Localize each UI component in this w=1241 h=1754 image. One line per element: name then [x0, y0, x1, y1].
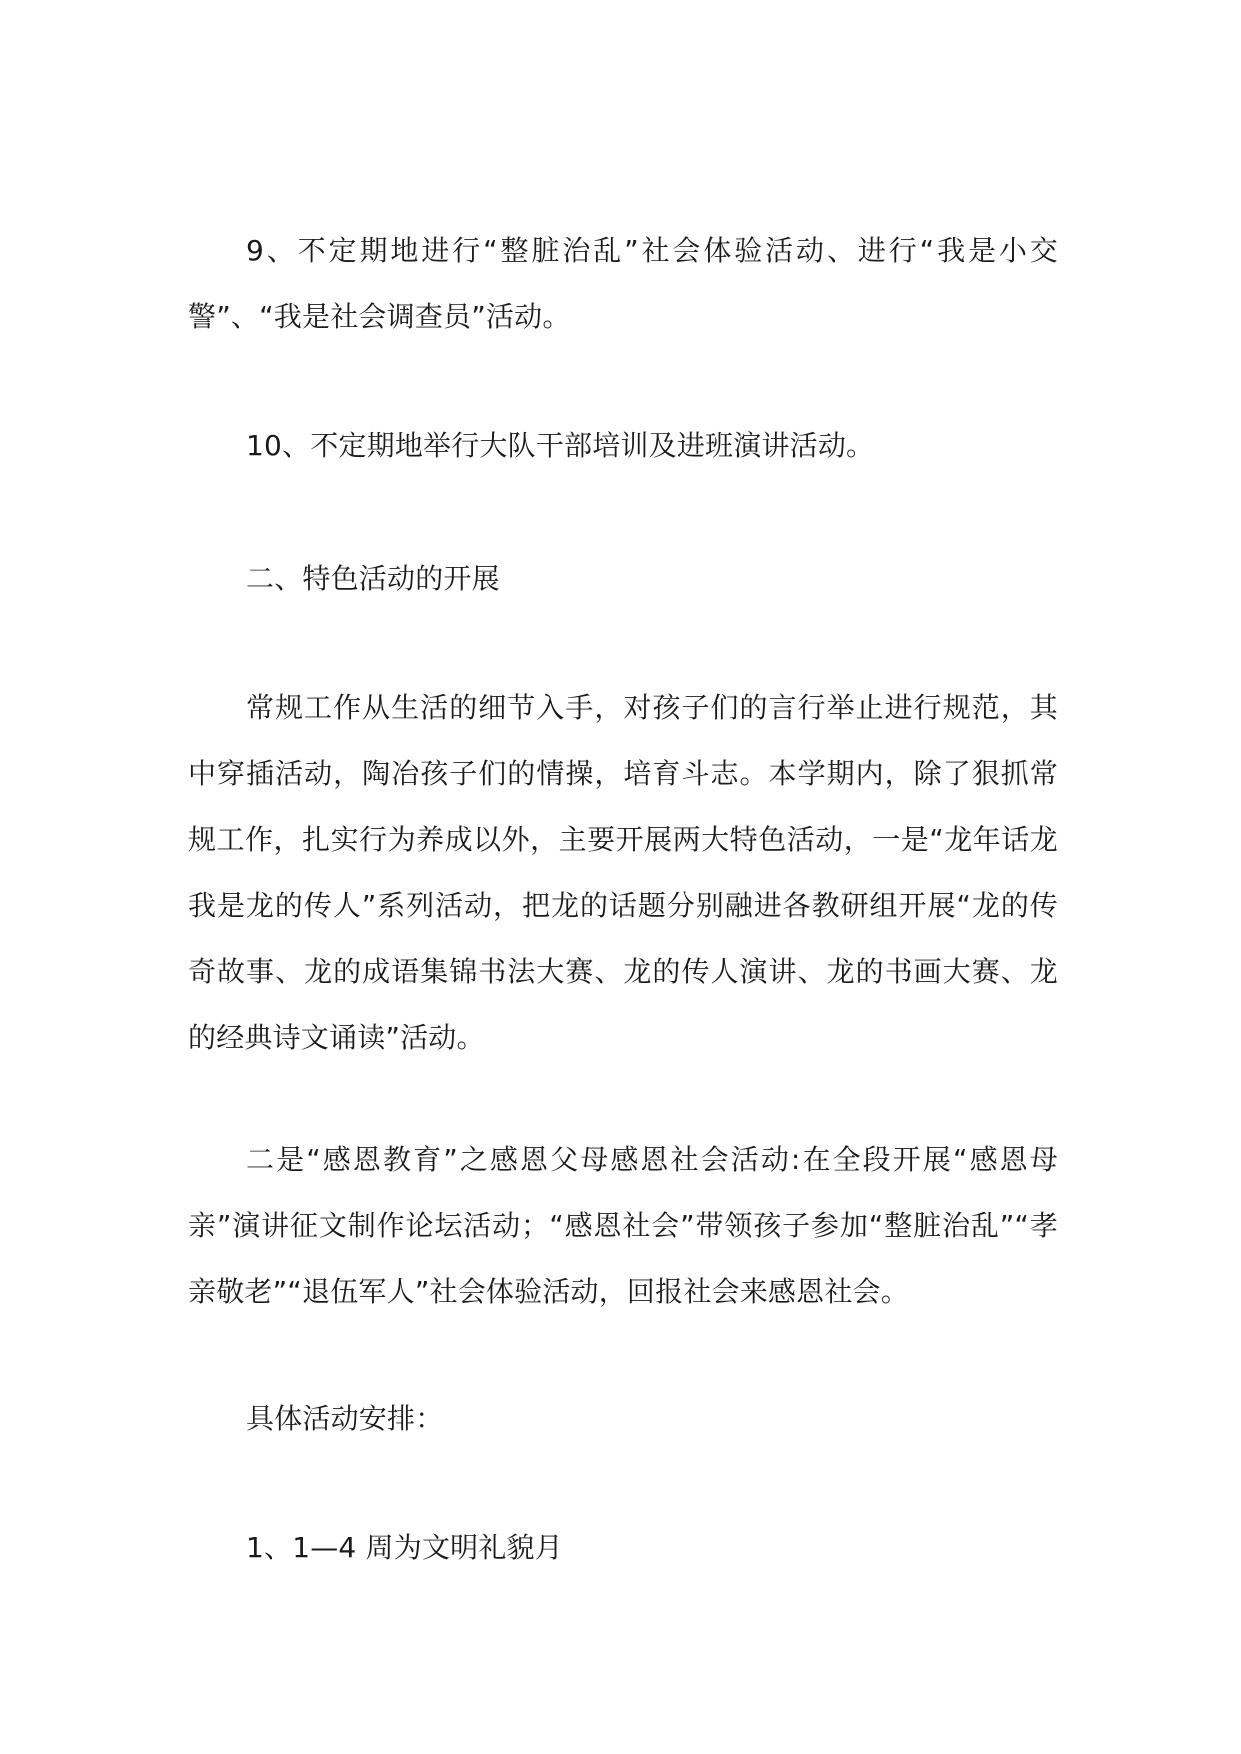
paragraph-schedule-item-1: 1、1—4 周为文明礼貌月 [246, 1531, 563, 1564]
paragraph-item-9: 9、不定期地进行“整脏治乱”社会体验活动、进行“我是小交警”、“我是社会调查员”活动。 [188, 234, 1058, 333]
paragraph-schedule-heading: 具体活动安排： [246, 1402, 444, 1435]
paragraph-routine-work: 常规工作从生活的细节入手，对孩子们的言行举止进行规范，其中穿插活动，陶冶孩子们的情操，培育斗志。本学期内，除了狠抓常规工作，扎实行为养成以外，主要开展两大特色活动，一是“龙年话龙 我是龙的传人”系列活动，把龙的话题分别融进各教研组开展“龙的传奇故事、龙的成语集锦书法大赛、龙的传人演讲、龙的书画大赛、龙的经典诗文诵读”活动。 [188, 691, 1058, 1054]
section-heading: 二、特色活动的开展 [246, 562, 500, 595]
paragraph-gratitude-education: 二是“感恩教育”之感恩父母感恩社会活动:在全段开展“感恩母亲”演讲征文制作论坛活动；“感恩社会”带领孩子参加“整脏治乱”“孝亲敬老”“退伍军人”社会体验活动，回报社会来感恩社会。 [188, 1143, 1058, 1308]
paragraph-item-10: 10、不定期地举行大队干部培训及进班演讲活动。 [246, 429, 875, 462]
